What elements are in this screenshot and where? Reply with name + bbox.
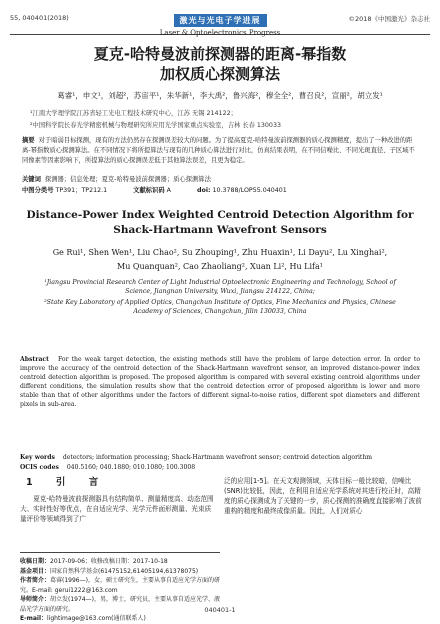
body-column-left [20,476,216,524]
footnote-funding: 基金项目：国家自然科学基金(61475152,61405194,61378075) [20,567,199,575]
ocis-codes [20,464,420,471]
body-column-right [224,476,422,516]
intro-paragraph-left: 夏克-哈特曼波前探测器具有结构简单、测量精度高、动态范围大、实时性好等优点，在自适应光学、光学元件面形测量、光束质量评价等领域得到了广 [20,495,214,523]
page-header [10,8,430,35]
copyright: ©2018《中国激光》杂志社 [348,15,430,23]
keywords-cn-label: 关键词 [22,176,41,183]
affiliation-cn-1: ¹江南大学理学院江苏省轻工光电工程技术研究中心，江苏 无锡 214122； [30,110,237,117]
authors-en: Ge Rui¹, Shen Wen¹, Liu Chao², Su Zhouping¹, Zhu Huaxin¹, Li Dayu², Lu Xinghai², Mu Quanquan², Cao Zhaoliang², Xuan Li², Hu Lifa¹ [52,248,388,271]
abstract-en-text: For the weak target detection, the existing methods still have the problem of large detection error. In order to improve the accuracy of the centroid detection of the Shack-Hartmann wavefront sensor, an improved distance-power index centroid detection algorithm is proposed. The proposed algorithm is compared with several existing centroid algorithms under different conditions, the simulation results show that the centroid detection error of proposed algorithm is lower and more stable than that of other algorithms under the factors of different signal-to-noise ratios, different spot diameters and different pixels in sub-area. [20,356,421,408]
title-en: Distance-Power Index Weighted Centroid Detection Algorithm for Shack-Hartmann Wavefront Sensors [26,209,414,236]
footnote-received: 收稿日期：2017-09-06；收修改稿日期：2017-10-18 [20,558,168,565]
section-heading-intro: 1 引 言 [26,477,109,488]
abstract-cn-label: 摘要 [22,137,35,144]
abstract-cn [22,136,418,165]
footnote-author: 作者简介：葛睿(1996—)，女，硕士研究生，主要从事自适应光学方面的研究。E-mail: gerui1222@163.com [20,577,220,594]
keywords-cn [22,174,418,183]
footnote-advisor: 导师简介：胡立发(1974—)，男，博士，研究员，主要从事自适应光学、液晶光学方面的研究。 [20,596,220,613]
ocis-label: OCIS codes [20,464,59,471]
keywords-cn-text: 探测器；信息处理；夏克-哈特曼波前探测器；质心探测算法 [44,176,211,183]
affiliation-en-1: ¹Jiangsu Provincial Research Center of Light Industrial Optoelectronic Engineering and Technology, School of Science, Jiangnan University, Wuxi, Jiangsu 214122, China; [44,279,396,295]
doi: 10.3788/LOP55.040401 [212,187,287,194]
abstract-cn-text: 对于暗弱目标探测，现有的方法仍然存在探测误差较大的问题。为了提高夏克-哈特曼波前探测器的质心探测精度，提出了一种改进的距离-幂指数质心探测算法。在不同情况下将所提算法与现有的几种质心算法进行对比，仿真结果表明，在不同信噪比、不同光斑直径、子区域不同像素等因素影响下，所提算法的质心探测误差低于其他算法误差，且更为稳定。 [22,137,415,164]
affiliation-cn-2: ²中国科学院长春光学精密机械与物理研究所应用光学国家重点实验室，吉林 长春 130033 [30,122,281,129]
intro-paragraph-right: 泛的应用[1-5]。在天文观测领域，天体目标一般比较暗，信噪比(SNR)比较低，因此，在利用自适应光学系统对其进行校正时，高精度的质心探测成为了关键的一步，质心探测的准确度直接影响了波前重构的精度和最终成像质量。因此，人们对质心 [224,477,422,515]
journal-name-en: Laser & Optoelectronics Progress [159,29,281,37]
clc-code: TP391；TP212.1 [55,187,108,194]
classification-row: 中图分类号 TP391；TP212.1 文献标识码 A doi: 10.3788/LOP55.040401 [22,187,287,194]
keywords-en-label: Key words [20,454,55,461]
ocis-text: 040.5160; 040.1880; 010.1080; 100.3008 [66,464,196,471]
title-cn: 夏克-哈特曼波前探测器的距离-幂指数 加权质心探测算法 [93,45,347,83]
abstract-en-label: Abstract [20,356,49,363]
abstract-en [20,356,420,409]
journal-name-cn: 激光与光电子学进展 [174,14,267,27]
keywords-en-text: detectors; information processing; Shack-Hartmann wavefront sensor; centroid detection algorithm [62,454,373,461]
affiliation-en-2: ²State Key Laboratory of Applied Optics, Changchun Institute of Optics, Fine Mechanics and Physics, Chinese Academy of Sciences, Changchun, Jilin 130033, China [44,299,396,315]
authors-cn: 葛睿¹，申文¹，刘超²，苏宙平¹，朱华新¹，李大禹²，鲁兴海²，穆全全²，曹召良²，宣丽²，胡立发¹ [57,91,383,100]
doc-code: A [166,187,171,194]
issue-code: 55, 040401(2018) [10,14,69,22]
keywords-en [20,454,420,461]
footnote-email: E-mail：lightimage@163.com(通信联系人) [20,615,146,622]
page-number: 040401-1 [204,606,236,614]
